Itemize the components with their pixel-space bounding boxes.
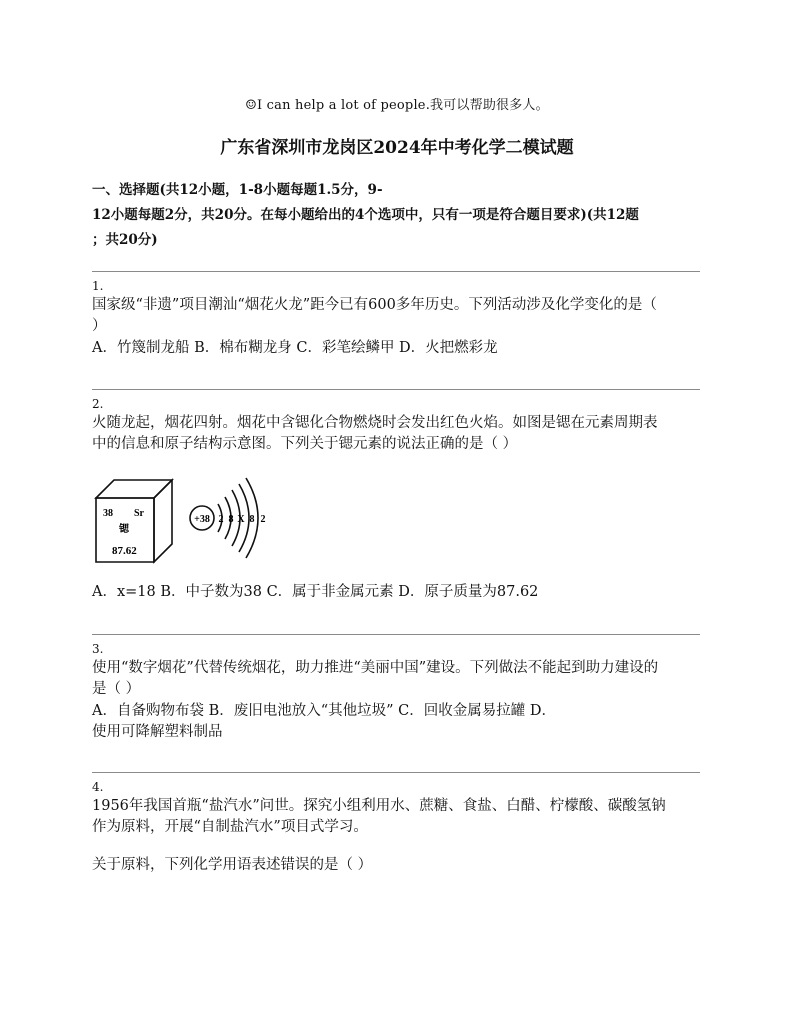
shell-electron-count: X <box>237 514 245 525</box>
question-divider-3 <box>92 634 700 635</box>
question-text <box>92 796 704 838</box>
element-symbol: Sr <box>134 508 144 519</box>
element-name: 锶 <box>119 524 129 535</box>
atomic-number: 38 <box>103 508 113 519</box>
shell-electron-count: 8 <box>249 514 255 525</box>
atomic-mass: 87.62 <box>112 545 137 557</box>
section-heading-line-3: ；共20分) <box>92 232 158 248</box>
section-heading-line-1: 一、选择题(共12小题，1-8小题每题1.5分，9- <box>92 182 383 198</box>
question-text <box>92 295 704 337</box>
shell-electron-count: 2 <box>260 514 266 525</box>
strontium-figure <box>94 476 274 564</box>
question-divider-4 <box>92 772 700 773</box>
shell-electron-count: 2 <box>218 514 224 525</box>
question-number: 4. <box>92 780 104 794</box>
question-number: 1. <box>92 279 104 293</box>
question-number: 3. <box>92 642 104 656</box>
question-text-line: ） <box>92 318 107 334</box>
motto-line: ☺I can help a lot of people.我可以帮助很多人。 <box>245 98 549 113</box>
question-options <box>92 701 704 743</box>
shell-electron-count: 8 <box>228 514 234 525</box>
question-number: 2. <box>92 397 104 411</box>
question-text-line: 使用“数字烟花”代替传统烟花，助力推进“美丽中国”建设。下列做法不能起到助力建设的 <box>92 660 659 676</box>
question-text-line: 作为原料，开展“自制盐汽水”项目式学习。 <box>92 819 368 835</box>
nucleus-charge: +38 <box>194 514 210 525</box>
page-title: 广东省深圳市龙岗区2024年中考化学二模试题 <box>220 138 574 158</box>
question-text-line: 是（ ） <box>92 681 141 697</box>
question-text <box>92 658 704 700</box>
question-text-line: 1956年我国首瓶“盐汽水”问世。探究小组利用水、蔗糖、食盐、白醋、柠檬酸、碳酸氢钠 <box>92 798 666 814</box>
section-heading-line-2: 12小题每题2分，共20分。在每小题给出的4个选项中，只有一项是符合题目要求)(共12题 <box>92 207 639 223</box>
question-divider-1 <box>92 271 700 272</box>
question-text-line: 火随龙起，烟花四射。烟花中含锶化合物燃烧时会发出红色火焰。如图是锶在元素周期表 <box>92 415 658 431</box>
section-heading <box>92 178 704 253</box>
question-options-line: 使用可降解塑料制品 <box>92 724 223 740</box>
question-divider-2 <box>92 389 700 390</box>
question-options: A．竹篾制龙船 B．棉布糊龙身 C．彩笔绘鳞甲 D．火把燃彩龙 <box>92 340 498 356</box>
question-text-line: 国家级“非遗”项目潮汕“烟花火龙”距今已有600多年历史。下列活动涉及化学变化的是（ <box>92 297 657 313</box>
question-options-line: A．自备购物布袋 B．废旧电池放入“其他垃圾” C．回收金属易拉罐 D． <box>92 703 556 719</box>
question-text-line: 中的信息和原子结构示意图。下列关于锶元素的说法正确的是（ ） <box>92 436 518 452</box>
question-prompt: 关于原料，下列化学用语表述错误的是（ ） <box>92 857 373 873</box>
question-text <box>92 413 704 455</box>
question-options: A．x=18 B．中子数为38 C．属于非金属元素 D．原子质量为87.62 <box>92 584 539 600</box>
